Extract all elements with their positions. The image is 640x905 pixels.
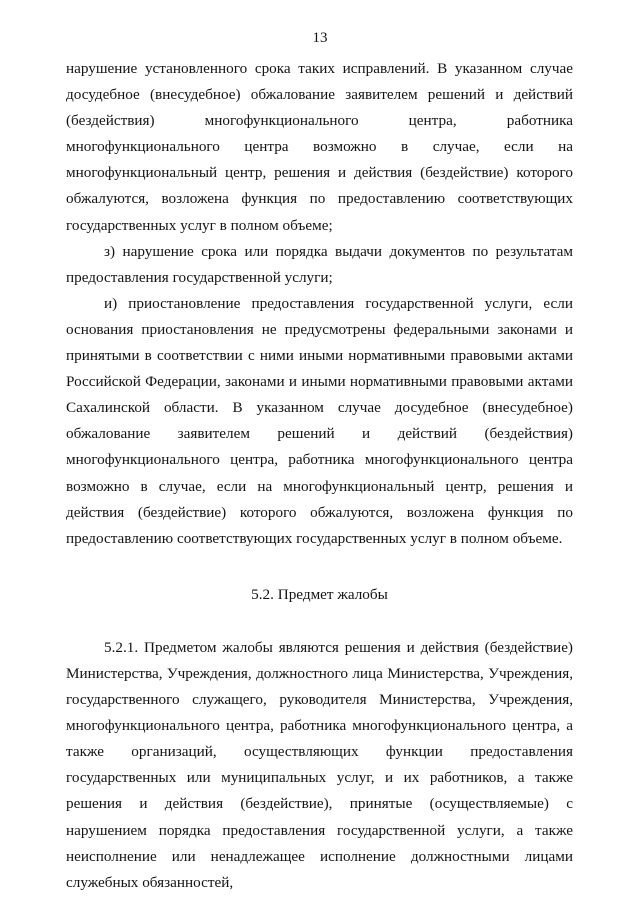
page-number: 13 <box>312 30 328 46</box>
paragraph-item-z: з) нарушение срока или порядка выдачи документов по результатам предоставления государственной услуги; <box>66 242 573 286</box>
paragraph-5-2-1: 5.2.1. Предметом жалобы являются решения и действия (бездействие) Министерства, Учреждения, должностного лица Министерства, Учреждения, государственного служащего, руководителя Министерства, Учреждения, многофункционального центра, работника многофункционального центра, а также организаций, осуществляющих функции предоставления государственных или муниципальных услуг, и их работников, а также решения и действия (бездействие), принятые (осуществляемые) с нарушением порядка предоставления государственной услуги, а также неисполнение или ненадлежащее исполнение должностными лицами служебных обязанностей, <box>66 638 573 891</box>
paragraph-continuation: нарушение установленного срока таких исправлений. В указанном случае досудебное (внесудебное) обжалование заявителем решений и действий (бездействия) многофункционального центра, работника многофункционального центра возможно в случае, если на многофункциональный центр, решения и действия (бездействие) которого обжалуются, возложена функция по предоставлению соответствующих государственных услуг в полном объеме; <box>66 60 573 234</box>
spacer <box>66 552 573 569</box>
section-heading: 5.2. Предмет жалобы <box>251 585 388 603</box>
document-body <box>66 56 573 896</box>
paragraph-item-i: и) приостановление предоставления государственной услуги, если основания приостановления не предусмотрены федеральными законами и принятыми в соответствии с ними иными нормативными правовыми актами Российской Федерации, законами и иными нормативными правовыми актами Сахалинской области. В указанном случае досудебное (внесудебное) обжалование заявителем решений и действий (бездействия) многофункционального центра, работника многофункционального центра возможно в случае, если на многофункциональный центр, решения и действия (бездействие) которого обжалуются, возложена функция по предоставлению соответствующих государственных услуг в полном объеме. <box>66 294 573 547</box>
